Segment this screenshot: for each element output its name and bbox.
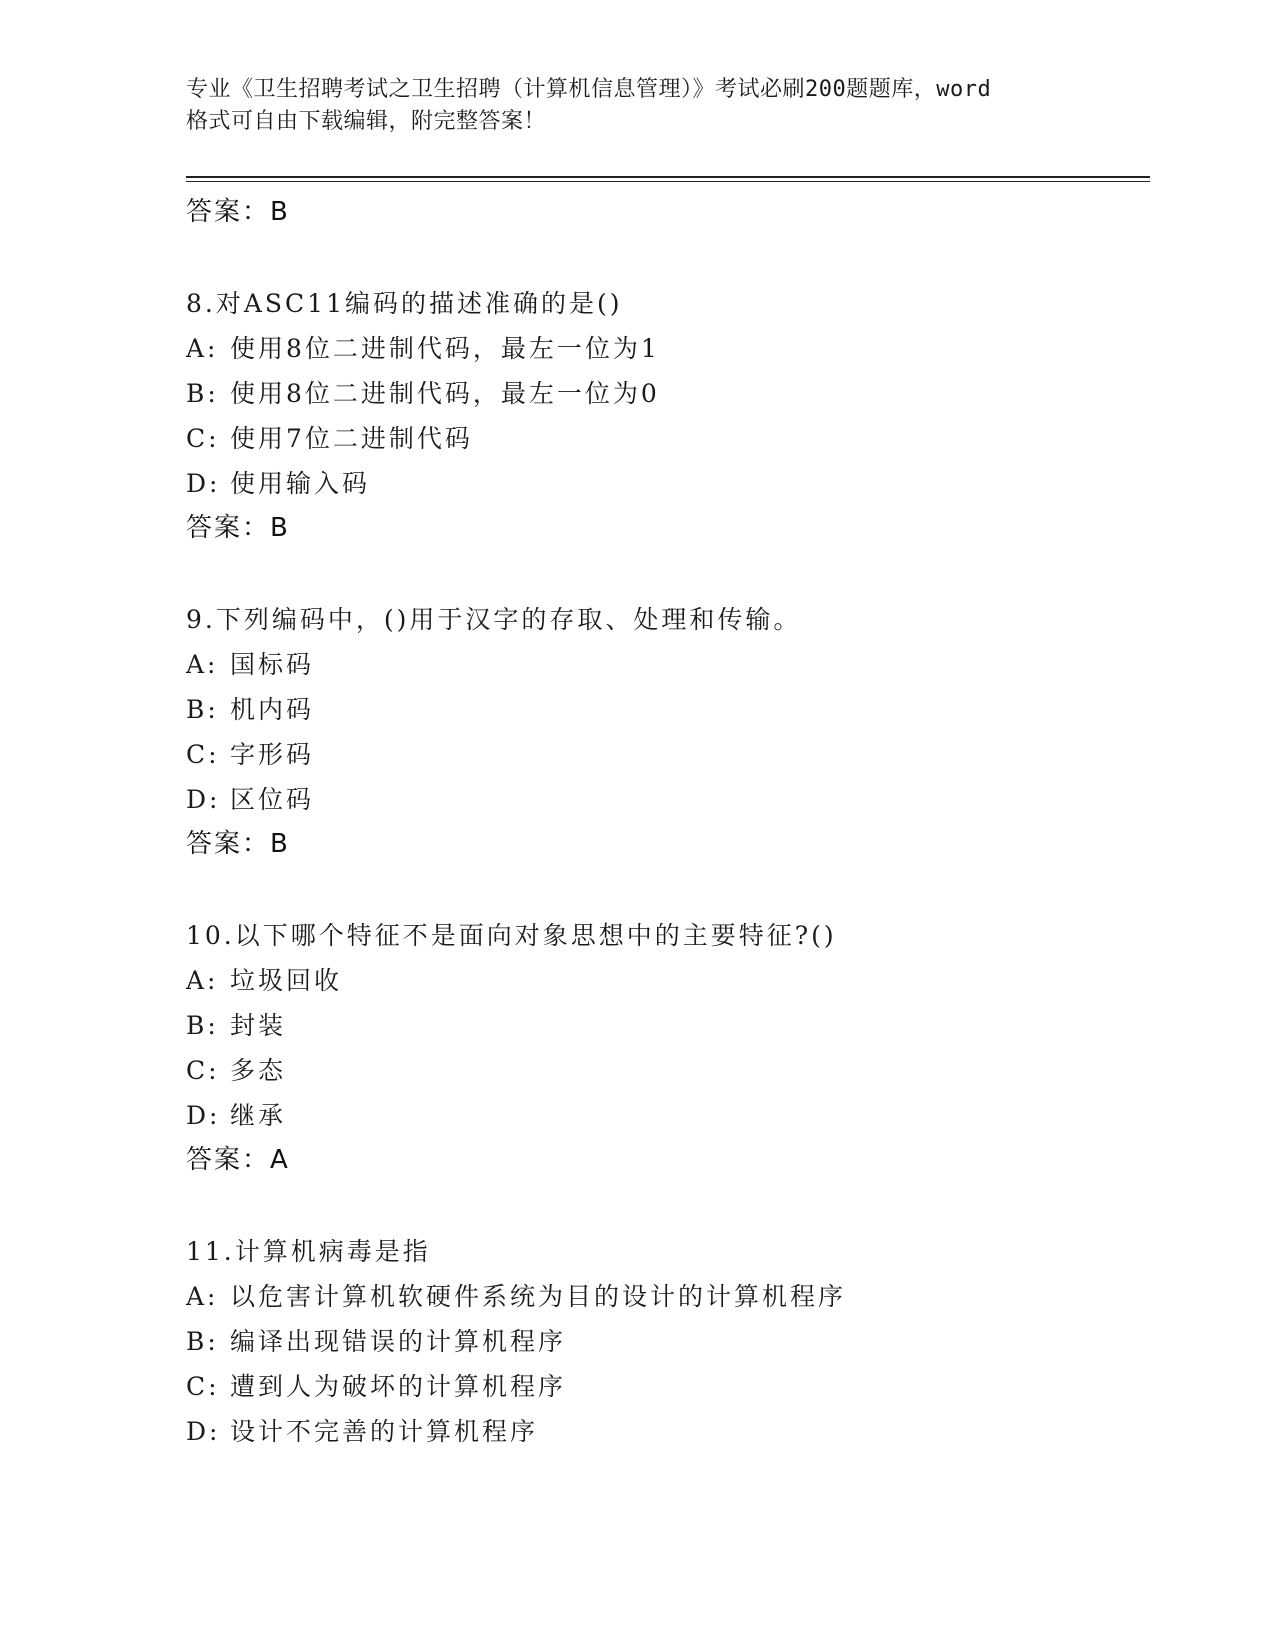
option-line xyxy=(186,1409,1150,1454)
question-block xyxy=(186,281,1150,551)
option-text: 编译出现错误的计算机程序 xyxy=(230,1327,567,1356)
option-label: A: xyxy=(186,650,219,679)
option-text: 使用7位二进制代码 xyxy=(230,424,473,453)
option-label: B: xyxy=(186,1327,219,1356)
option-text: 封装 xyxy=(230,1011,287,1040)
option-line xyxy=(186,461,1150,506)
option-text: 字形码 xyxy=(230,740,315,769)
option-text: 以危害计算机软硬件系统为目的设计的计算机程序 xyxy=(230,1282,847,1311)
option-text: 遭到人为破坏的计算机程序 xyxy=(230,1372,567,1401)
option-line xyxy=(186,1093,1150,1138)
option-line xyxy=(186,1274,1150,1319)
question-list xyxy=(186,190,1150,1454)
spacer xyxy=(186,551,1150,597)
question-block xyxy=(186,1229,1150,1454)
option-text: 垃圾回收 xyxy=(230,966,343,995)
option-text: 国标码 xyxy=(230,650,315,679)
option-label: B: xyxy=(186,1011,219,1040)
option-label: D: xyxy=(186,1417,221,1446)
option-line xyxy=(186,732,1150,777)
answer-line: 答案：B xyxy=(186,197,290,227)
option-label: D: xyxy=(186,1101,221,1130)
answer-line: 答案：B xyxy=(186,513,290,543)
option-label: C: xyxy=(186,424,220,453)
header-line-1: 专业《卫生招聘考试之卫生招聘（计算机信息管理）》考试必刷200题题库，word xyxy=(186,77,992,102)
option-line xyxy=(186,777,1150,822)
header-rule-thin xyxy=(186,181,1150,182)
option-line xyxy=(186,1364,1150,1409)
spacer xyxy=(186,235,1150,281)
option-label: B: xyxy=(186,695,219,724)
option-text: 继承 xyxy=(230,1101,287,1130)
question-text: 11.计算机病毒是指 xyxy=(186,1237,431,1266)
option-line xyxy=(186,326,1150,371)
option-label: A: xyxy=(186,334,219,363)
spacer xyxy=(186,867,1150,913)
option-text: 使用8位二进制代码，最左一位为0 xyxy=(230,379,660,408)
question-text: 9.下列编码中，()用于汉字的存取、处理和传输。 xyxy=(186,605,802,634)
header-rule-thick xyxy=(186,176,1150,178)
option-line xyxy=(186,642,1150,687)
option-line xyxy=(186,1319,1150,1364)
option-label: B: xyxy=(186,379,219,408)
option-text: 机内码 xyxy=(230,695,315,724)
option-label: C: xyxy=(186,1056,220,1085)
option-label: A: xyxy=(186,966,219,995)
spacer xyxy=(186,1183,1150,1229)
option-line xyxy=(186,371,1150,416)
option-text: 多态 xyxy=(230,1056,287,1085)
option-label: C: xyxy=(186,1372,220,1401)
option-text: 设计不完善的计算机程序 xyxy=(230,1417,539,1446)
question-text: 10.以下哪个特征不是面向对象思想中的主要特征?() xyxy=(186,921,837,950)
option-text: 使用输入码 xyxy=(230,469,371,498)
option-label: D: xyxy=(186,469,221,498)
option-label: C: xyxy=(186,740,220,769)
option-label: D: xyxy=(186,785,221,814)
header-line-2: 格式可自由下载编辑，附完整答案！ xyxy=(186,109,547,134)
question-text: 8.对ASC11编码的描述准确的是() xyxy=(186,289,623,318)
option-line xyxy=(186,1003,1150,1048)
option-label: A: xyxy=(186,1282,219,1311)
option-text: 使用8位二进制代码，最左一位为1 xyxy=(230,334,660,363)
option-text: 区位码 xyxy=(230,785,315,814)
answer-line: 答案：A xyxy=(186,1145,290,1175)
option-line xyxy=(186,1048,1150,1093)
option-line xyxy=(186,687,1150,732)
document-header xyxy=(186,74,1086,138)
option-line xyxy=(186,416,1150,461)
question-block xyxy=(186,597,1150,867)
answer-line: 答案：B xyxy=(186,829,290,859)
question-block xyxy=(186,913,1150,1183)
option-line xyxy=(186,958,1150,1003)
